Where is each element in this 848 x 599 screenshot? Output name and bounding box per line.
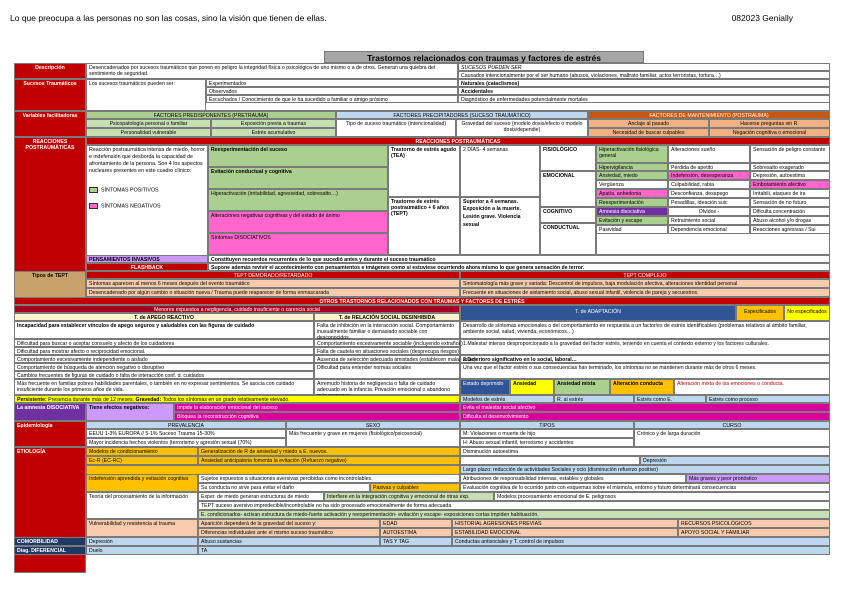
e-condicionados: E. condicionados- activan estructura de miedo-fuerte activación y reexperimentación- evitación y escape- exposiciones cortas impiden habituación.: [198, 510, 830, 519]
tept-complejo-header: TEPT COMPLEJO: [460, 271, 830, 279]
comorbilidad-depresion: Depresión: [86, 537, 198, 546]
emocional-label: EMOCIONAL: [540, 171, 596, 207]
etiologia-empty: [460, 456, 640, 465]
indefension: Indefensión aprendida y evitación cognitiva: [86, 474, 198, 492]
sintoma-item: Indefensión, desesperanza: [668, 171, 750, 180]
modelo-item: R. al estrés: [554, 395, 634, 403]
sintomas-negativos-label: SÍNTOMAS NEGATIVOS: [101, 203, 161, 210]
adaptacion-header: T. de ADAPTACIÓN: [460, 305, 736, 321]
positive-swatch-icon: [89, 187, 98, 193]
variable-item: Psicopatología personal o familiar: [86, 119, 211, 128]
conducta-no-sirve: Su conducta no sirve para evitar el daño: [198, 483, 370, 492]
causados-intencionalmente: Causados intencionalmente por el ser humano (abusos, violaciones, maltrato familiar, actos terroristas, tortura…): [458, 71, 830, 79]
tept-demorado-2: Desencadenado por algún cambio o situación nueva / Trauma puede reaparecer de forma enmascarada: [86, 288, 460, 297]
sucesos-intro: Los sucesos traumáticos pueden ser:: [86, 79, 206, 111]
modelo-item: Estrés como E.: [634, 395, 706, 403]
conductual-label: CONDUCTUAL: [540, 223, 596, 255]
adaptacion-item: 1.Malestar intenso desproporcionado a la gravedad del factor estrés, teniendo en cuenta el contexto externo y los factores culturales.: [460, 339, 830, 355]
comorbilidad-tas: TAS Y TAG: [380, 537, 452, 546]
apego-item: Cambios frecuentes de figuras de cuidado o falta de interacción conf. d. cuidados: [14, 371, 314, 379]
sintoma-item: Culpabilidad, rabia: [668, 180, 750, 189]
etiologia-gold-band: [86, 465, 460, 474]
predisponentes-header: FACTORES PREDISPONENTES (PRETRAUMA): [86, 111, 336, 119]
epidemiologia-label: Epidemiología: [14, 421, 86, 447]
tipos-2: H: Abuso sexual infantil, terrorismo y accidentes: [460, 438, 634, 447]
sintoma-item: Reexperimentación: [596, 198, 668, 207]
sujetos-expuestos: Sujetos expuestos a situaciones aversivas percibidas como incontrolables.: [198, 474, 460, 483]
sintoma-item: Vergüenza: [596, 180, 668, 189]
autoestima: AUTOESTIMA: [380, 528, 452, 537]
ansiedad-anticipatoria: Ansiedad anticipatoria fomenta la evitación (Refuerzo negativo): [198, 456, 460, 465]
diferencial-duelo: Duelo: [86, 546, 198, 555]
amnesia-emocional: Impide la elaboración emocional del suceso: [174, 403, 460, 412]
sucesos-experimentados: Experimentados: [206, 79, 458, 87]
sintoma-item: Apatía, anhedonia: [596, 189, 668, 198]
sintoma-item: Sensación de peligro constante: [750, 145, 830, 163]
header-credit: 082023 Genially: [731, 13, 793, 23]
sintoma-item: Sensación de no futuro: [750, 198, 830, 207]
modelo-item: Modelos de estrés: [460, 395, 554, 403]
comorbilidad-label: COMORBILIDAD: [14, 537, 86, 546]
curso-header: CURSO: [634, 421, 830, 429]
diferencial-label: Diag. DIFERENCIAL: [14, 546, 86, 555]
amnesia-bloquea: Bloquea la reconstrucción cognitiva: [174, 412, 460, 421]
amnesia-label: La amnesia DISOCIATIVA: [14, 403, 86, 421]
tea-label: Trastorno de estrés agudo (TEA): [388, 145, 460, 197]
relacion-item: Dificultad para entender normas sociales: [314, 363, 460, 379]
variable-item: Anclaje al pasado: [588, 119, 709, 128]
sintomas-negativos-legend: [89, 203, 205, 211]
tept-demorado-1: Síntomas aparecen al menos 6 meses después del evento traumático: [86, 279, 460, 288]
descripcion-text: Desencadenados por sucesos traumáticos que ponen en peligro la integridad física o psicológica de uno mismo o a de otros. Generan una quiebra del sentimiento de seguridad.: [86, 63, 458, 79]
relacion-item: Falta de cautela en situaciones sociales (desprecupa riesgos): [314, 347, 460, 355]
relacion-item: Comportamiento excesivamente sociable (incluyendo extraños): [314, 339, 460, 347]
sintoma-item: Pérdida de apetito: [668, 163, 750, 171]
flashback-text: Supone además revivir el acontecimiento con pensamientos e imágenes como si estuviese ocurriendo ahora mismo lo que genera sensación de terror.: [208, 263, 830, 271]
apego-item: Comportamiento de búsqueda de atención negativo o disruptivo: [14, 363, 314, 371]
descripcion-label: Descripción: [14, 63, 86, 79]
sucesos-observados: Observados: [206, 87, 458, 95]
amnesia-efectos: Tiene efectos negativos:: [86, 403, 174, 421]
disminucion-autoestima: Disminución autoestima: [460, 447, 830, 456]
header-quote: Lo que preocupa a las personas no son las cosas, sino la visión que tienen de ellas.: [10, 13, 327, 23]
tept-time: Superior a 4 semanas. Exposición a la muerte. Lesión grave. Violencia sexual: [460, 197, 540, 255]
variable-item: Gravedad del suceso (modelo dosis/efecto o modelo dosis/dependie): [456, 119, 588, 137]
exper-miedo: Exper. de miedo generan estructuras de miedo: [198, 492, 324, 501]
relacion-item: Ausencia de selección adecuada amistades (establecen malas relac): [314, 355, 460, 363]
tipos-1: M: Violaciones o muerte de hijo: [460, 429, 634, 438]
mantenimiento-header: FACTORES DE MANTENIMIENTO (POSTRAUMA): [588, 111, 830, 119]
variable-item: Estrés acumulativo: [211, 128, 336, 137]
variable-item: Negación cognitiva o emocional: [709, 128, 830, 137]
tea-time: 2 DÍAS- 4 semanas: [460, 145, 540, 197]
reacciones-header: REACCIONES POSTRAUMÁTICAS: [86, 137, 830, 145]
modelos-condicionamiento: Modelos de condicionamiento: [86, 447, 198, 456]
adaptacion-item: Una vez que el factor estrés o sus consecuencias han terminado, los síntomas no se mantienen durante más de otros 6 meses.: [460, 363, 830, 379]
persistente-text: Presencia durante más de 12 meses.: [48, 396, 135, 403]
no-especificados-header: No especificados: [784, 305, 830, 321]
sucesos-accidentales: Accidentales: [458, 87, 830, 95]
summary-table: [14, 51, 830, 588]
apego-item: Más frecuente en familias pobres habilidades parentales, o también en no expresar sentimientos. Se asocia con cuidado insuficiente durante los primeros años de vida.: [14, 379, 314, 395]
curso-1: Crónico y de larga duración: [634, 429, 830, 447]
hiperactivacion: Hiperactivación (irritabilidad, agresividad, sobresalto…): [208, 189, 388, 211]
gravedad-text: Todos los síntomas en un grado relativamente elevado.: [162, 396, 290, 403]
sucesos-escuchados: Escuchados / Conocimiento de que le ha sucedido a familiar o amigo próximo: [206, 95, 458, 103]
precipitadores-header: FACTORES PRECIPITADORES (SUCESO TRAUMÁTICO): [336, 111, 588, 119]
sintoma-item: Amnesia disociativa: [596, 207, 668, 216]
vulnerabilidad: Vulnerabilidad y resistencia al trauma: [86, 519, 198, 537]
fisiologico-label: FISIOLÓGICO: [540, 145, 596, 171]
sintoma-item: Abuso alcohol y/o drogas: [750, 216, 830, 225]
comorbilidad-abuso: Abuso sustancias: [198, 537, 380, 546]
variables-label: Variables facilitadoras: [14, 111, 86, 137]
tipos-tept-label: Tipos de TEPT: [14, 271, 86, 305]
sintoma-item: Dificulta concentración: [750, 207, 830, 216]
sintomas-positivos-label: SÍNTOMAS POSITIVOS: [101, 187, 159, 194]
alteracion-mixta: Alteración mixta de las emociones o conducta.: [674, 379, 830, 395]
flashback-label: FLASHBACK: [86, 263, 208, 271]
apego-item: Dificultad para mostrar afecto o reciprocidad emocional.: [14, 347, 314, 355]
variable-item: Tipo de suceso traumático (intencionalidad): [336, 119, 456, 137]
aparicion: Aparición dependerá de la gravedad del suceso y:: [198, 519, 380, 528]
relacion-item: Falta de inhibición en la interacción social. Comportamiento inusualmente familiar o demasiado sociable con desconocidos.: [314, 321, 460, 339]
sintoma-item: Ansiedad, miedo: [596, 171, 668, 180]
sintoma-item: Alteraciones sueño: [668, 145, 750, 163]
persistente-gravedad: [14, 395, 460, 403]
sintoma-item: Pasividad: [596, 225, 668, 234]
alteracion-conducta: Alteración conducta: [610, 379, 674, 395]
sintomas-positivos-legend: [89, 187, 205, 195]
prevalencia-2: Mayor incidencia hechos violentos (terrorismo y agresión sexual (70%): [86, 438, 286, 447]
apego-header: T. de APEGO REACTIVO: [14, 313, 314, 321]
tept-aversivo: TEPT suceso aversivo impredecible/incontrolable no ha sido procesado emocionalmente de forma adecuada: [198, 501, 830, 510]
sintoma-item: Irritabili, ataques de ira: [750, 189, 830, 198]
sintoma-item: Depresión, autoestima: [750, 171, 830, 180]
persistente-label: Persistente:: [17, 396, 47, 403]
sucesos-label: Sucesos Traumáticos: [14, 79, 86, 111]
teoria-procesamiento: Teoría del procesamiento de la información: [86, 492, 198, 519]
ec-r: Ec-R (EC-RC): [86, 456, 198, 465]
variable-item: Necesidad de buscar culpables: [588, 128, 709, 137]
variable-item: Hacerse preguntas sin R.: [709, 119, 830, 128]
prevalencia-1: EEUU 1-3% EUROPA // 5-1% Suceso Trauma 15-30%: [86, 429, 286, 438]
sintoma-item: Hiperactivación fisiológica general: [596, 145, 668, 163]
sintoma-item: Olvidos -: [668, 207, 750, 216]
diferencias: Diferencias individuales ante el mismo suceso traumático: [198, 528, 380, 537]
modelo-item: Estrés como proceso: [706, 395, 830, 403]
tept-demorado-header: TEPT DEMORADO/RETARDADO: [86, 271, 460, 279]
evaluacion-cognitiva: Evaluación cognitiva de lo ocurrido junto con esquemas sobre el mismo/a, entorno y futuro determinará consecuencias: [460, 483, 830, 492]
amnesia-dificulta: Dificulta el desenvolvimiento: [460, 412, 830, 421]
sexo-header: SEXO: [286, 421, 460, 429]
historial: HISTORIAL AGRESIONES PREVIAS: [452, 519, 678, 528]
relacion-header: T. de RELACIÓN SOCIAL DESINHIBIDA: [314, 313, 460, 321]
otros-header: OTROS TRASTORNOS RELACIONADOS CON TRAUMAS Y FACTORES DE ESTRÉS: [14, 297, 830, 305]
reacciones-intro-text: Reacción postraumática intensa de miedo, horror e indefensión que desborda la capacidad de afrontamiento de la persona. Son 4 los aspectos nucleares presentes en este cuadro clínico:: [89, 146, 205, 174]
ansiedad-mixta: Ansiedad mixta: [554, 379, 610, 395]
apego-item: Comportamiento excesivamente independiente o aislado: [14, 355, 314, 363]
etiologia-label: ETIOLOGÍA: [14, 447, 86, 573]
sucesos-pueden-ser: SUCESOS PUEDEN SER: [458, 63, 830, 71]
sintoma-item: Dependencia emocional: [668, 225, 750, 234]
largo-plazo: Largo plazo: reducción de actividades Sociales y ocio (disminución refuerzo positivo): [460, 465, 830, 474]
sucesos-naturales: Naturales (cataclismos): [458, 79, 830, 87]
pensamientos-label: PENSAMIENTOS INVASIVOS: [86, 255, 208, 263]
evitacion: Evitación conductual y cognitiva: [208, 167, 388, 189]
sexo-1: Más frecuente y grave en mujeres (fisiológico/psicosocial): [286, 429, 460, 447]
negative-swatch-icon: [89, 203, 98, 209]
adaptacion-item: 2.Deterioro significativo en lo social, laboral…: [460, 355, 830, 363]
diferencial-ta: TA: [198, 546, 830, 555]
relacion-item: Arremudo historia de negligencia o falta de cuidado adecuado en la infancia. Privación emocional o abandono: [314, 379, 460, 395]
apoyo: APOYO SOCIAL Y FAMILIAR: [678, 528, 830, 537]
pensamientos-text: Constituyen recuerdos recurrentes de lo que sucedió antes y durante el suceso traumático: [208, 255, 830, 263]
menores-header: Menores expuestos a negligencia, cuidado insuficiente o carencia social: [14, 305, 460, 313]
cognitivo-label: COGNITIVO: [540, 207, 596, 223]
edad: EDAD: [380, 519, 452, 528]
sintoma-item: Hipervigilancia: [596, 163, 668, 171]
variable-item: Exposición previa a traumas: [211, 119, 336, 128]
reacciones-label: REACCIONES POSTRAUMÁTICAS: [14, 137, 86, 287]
sintoma-item: Evitación y escape: [596, 216, 668, 225]
estado-deprimido: Estado deprimido: [460, 379, 510, 395]
generalizacion: Generalización de R de ansiedad y miedo a E. nuevos.: [198, 447, 460, 456]
sucesos-diagnostico: Diagnóstico de enfermedades potencialmente mortales: [458, 95, 830, 103]
amnesia-evita: Evita el malestar social afectivo: [460, 403, 830, 412]
estabilidad: ESTABILIDAD EMOCIONAL: [452, 528, 678, 537]
especificados-header: Especificados: [736, 305, 784, 321]
sintoma-item: Retraimiento social: [668, 216, 750, 225]
gravedad-label: Gravedad:: [135, 396, 162, 403]
apego-item: Incapacidad para establecer vínculos de apego seguros y saludables con las figuras de cuidado: [14, 321, 314, 339]
sucesos-spacer: [86, 103, 830, 111]
pasivas-culpables: Pasivas y culpables: [370, 483, 460, 492]
alteraciones: Alteraciones negativas cognitivas y del estado de ánimo: [208, 211, 388, 233]
variable-item: Personalidad vulnerable: [86, 128, 211, 137]
sintoma-item: Embotamiento afectivo: [750, 180, 830, 189]
tept-label: Trastorno de estrés postraumático + 6 años (TEPT): [388, 197, 460, 255]
sintomas-spacer: [596, 234, 830, 255]
mas-graves: Más graves y peor pronóstico: [686, 474, 830, 483]
recursos: RECURSOS PSICOLÓGICOS: [678, 519, 830, 528]
sintoma-item: Reacciones agresivas / Sui: [750, 225, 830, 234]
depresion: Depresión: [640, 456, 830, 465]
tept-complejo-2: Frecuente en situaciones de aislamiento social, abuso sexual infantil, violencia de pareja y secuestros.: [460, 288, 830, 297]
prevalencia-header: PREVALENCIA: [86, 421, 286, 429]
ansiedad: Ansiedad: [510, 379, 554, 395]
sintoma-item: Desconfianza, desapego: [668, 189, 750, 198]
atribuciones: Atribuciones de responsabilidad internas, estables y globales: [460, 474, 686, 483]
disociativos: Síntomas DISOCIATIVOS: [208, 233, 388, 255]
table-title: Trastornos relacionados con traumas y factores de estrés: [324, 51, 644, 63]
tept-complejo-1: Sintomatología más grave y variada: Descontrol de impulsos, baja modulación afectiva, alteraciones identidad personal: [460, 279, 830, 288]
reexperimentacion: Reexperimentación del suceso: [208, 145, 388, 167]
comorbilidad-conductas: Conductas antisociales y T. control de impulsos: [452, 537, 830, 546]
interfiere: Interfiere en la integración cognitiva y emocional de otras exp.: [324, 492, 494, 501]
sintoma-item: Pesadillas, ideación suic: [668, 198, 750, 207]
apego-item: Dificultad para buscar o aceptar consuelo y afecto de los cuidadores: [14, 339, 314, 347]
adaptacion-item: Desarrollo de síntomas emocionales o del comportamiento en respuesta a un factor/es de estrés identificables (problemas relativos al ámbito familiar, ambiente social, salud, vivienda, económicos…): [460, 321, 830, 339]
modelos-procesamiento: Modelos procesamiento emocional de E. peligrosos: [494, 492, 830, 501]
tipos-header: TIPOS: [460, 421, 634, 429]
sintoma-item: Sobresalto exagerado: [750, 163, 830, 171]
